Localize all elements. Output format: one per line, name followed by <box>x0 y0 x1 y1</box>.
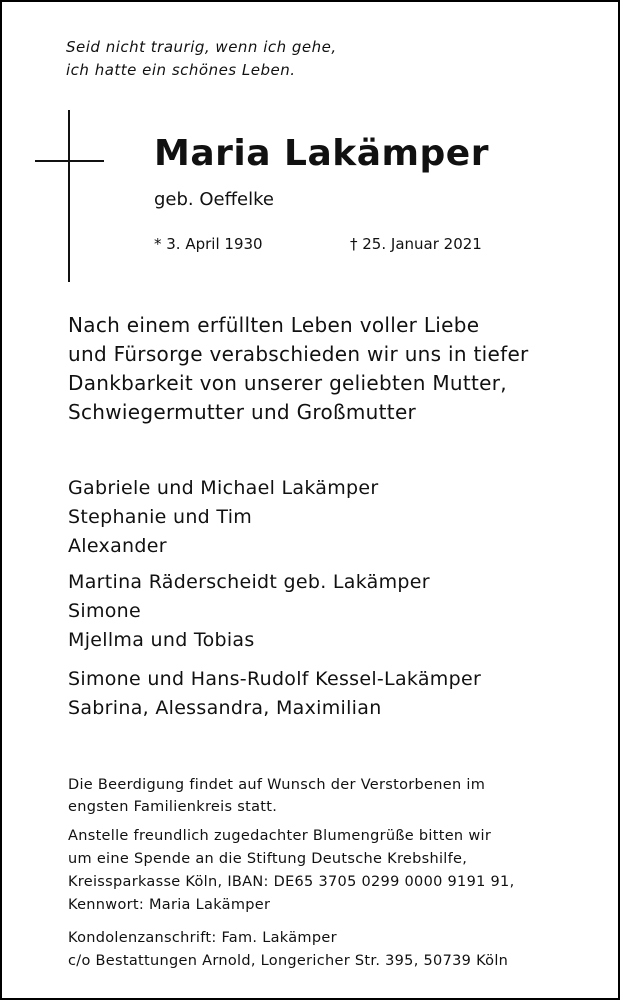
deceased-name: Maria Lakämper <box>154 133 489 174</box>
maiden-name: geb. Oeffelke <box>154 189 274 210</box>
family-line: Gabriele und Michael Lakämper <box>68 477 379 499</box>
family-line: Simone und Hans-Rudolf Kessel-Lakämper <box>68 668 482 690</box>
family-line: Sabrina, Alessandra, Maximilian <box>68 697 382 719</box>
cross-icon <box>68 110 70 282</box>
cross-icon-bar <box>35 160 104 162</box>
birth-date: * 3. April 1930 <box>154 235 263 253</box>
donation-note-line: um eine Spende an die Stiftung Deutsche Krebshilfe, <box>68 851 468 867</box>
donation-note-line: Anstelle freundlich zugedachter Blumengrüße bitten wir <box>68 828 492 844</box>
family-line: Martina Räderscheidt geb. Lakämper <box>68 571 430 593</box>
condolence-address-line: c/o Bestattungen Arnold, Longericher Str. 395, 50739 Köln <box>68 953 509 969</box>
funeral-note-line: engsten Familienkreis statt. <box>68 799 278 815</box>
message-line: Schwiegermutter und Großmutter <box>68 400 417 424</box>
message-line: Dankbarkeit von unserer geliebten Mutter, <box>68 371 507 395</box>
condolence-address-line: Kondolenzanschrift: Fam. Lakämper <box>68 930 337 946</box>
donation-note-line: Kennwort: Maria Lakämper <box>68 897 271 913</box>
message-line: Nach einem erfüllten Leben voller Liebe <box>68 313 480 337</box>
motto-line-2: ich hatte ein schönes Leben. <box>66 61 296 79</box>
family-line: Alexander <box>68 535 167 557</box>
family-line: Mjellma und Tobias <box>68 629 255 651</box>
motto-line-1: Seid nicht traurig, wenn ich gehe, <box>66 38 337 56</box>
family-line: Simone <box>68 600 142 622</box>
message-line: und Fürsorge verabschieden wir uns in tiefer <box>68 342 529 366</box>
family-line: Stephanie und Tim <box>68 506 253 528</box>
donation-note-line: Kreissparkasse Köln, IBAN: DE65 3705 0299 0000 9191 91, <box>68 874 515 890</box>
funeral-note-line: Die Beerdigung findet auf Wunsch der Verstorbenen im <box>68 777 486 793</box>
death-date: † 25. Januar 2021 <box>350 235 482 253</box>
